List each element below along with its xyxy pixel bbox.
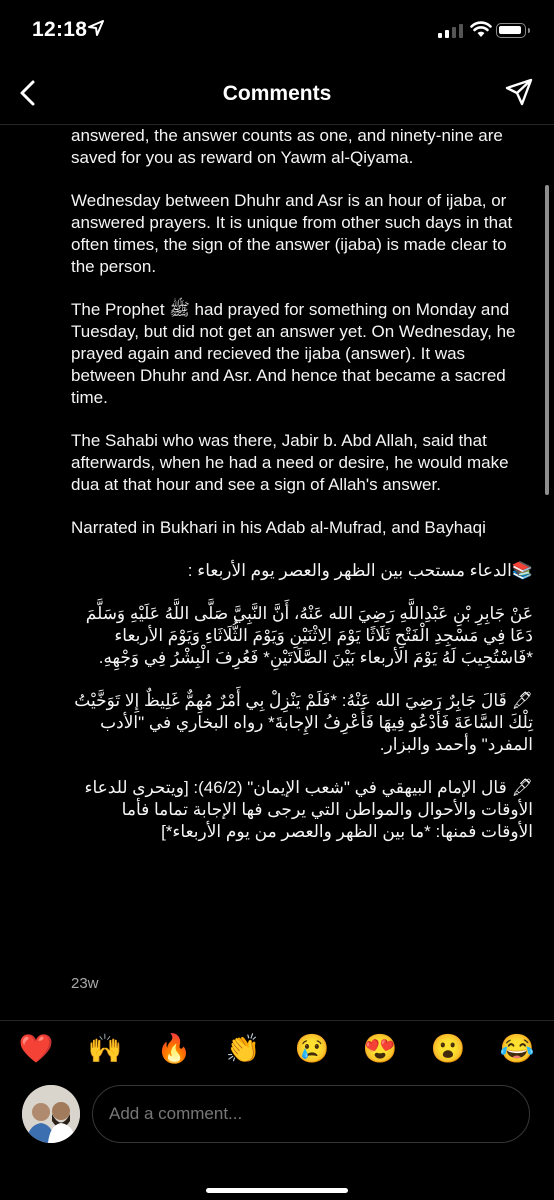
arabic-heading: 📚الدعاء مستحب بين الظهر والعصر يوم الأربعاء : xyxy=(187,561,533,580)
wifi-icon xyxy=(470,21,492,38)
status-bar xyxy=(0,0,554,64)
send-direct-icon[interactable] xyxy=(504,77,534,107)
surprised-face-emoji-icon[interactable]: 😮 xyxy=(430,1033,466,1064)
fire-emoji-icon[interactable]: 🔥 xyxy=(156,1033,192,1064)
laughing-tears-emoji-icon[interactable]: 😂 xyxy=(499,1033,535,1064)
comment-paragraph: Wednesday between Dhuhr and Asr is an hour of ijaba, or answered prayers. It is unique from other such days in that often times, the sign of the answer (ijaba) is made clear to the person. xyxy=(71,191,513,276)
heart-eyes-emoji-icon[interactable]: 😍 xyxy=(362,1033,398,1064)
comment-paragraph: answered, the answer counts as one, and ninety-nine are saved for you as reward on Yawm al-Qiyama. xyxy=(71,126,503,167)
cellular-signal-icon xyxy=(438,24,463,38)
scrollbar[interactable] xyxy=(545,185,549,495)
comment-input[interactable] xyxy=(92,1085,530,1143)
header-bar xyxy=(0,64,554,125)
page-title: Comments xyxy=(222,82,332,105)
user-avatar[interactable] xyxy=(22,1085,80,1143)
comment-body xyxy=(71,125,533,864)
emoji-reaction-bar xyxy=(0,1020,554,1069)
arabic-quote: 🖋 قال الإمام البيهقي في "شعب الإيمان" (46/2): [ويتحرى للدعاء الأوقات والأحوال والمواطن التي يرجى فها الإجابة تماما فأما الأوقات فمنها: *ما بين الظهر والعصر من يوم الأربعاء*] xyxy=(84,778,533,841)
comment-paragraph: The Sahabi who was there, Jabir b. Abd Allah, said that afterwards, when he had a need or desire, he would make dua at that hour and see a sign of Allah's answer. xyxy=(71,431,509,494)
clapping-hands-emoji-icon[interactable]: 👏 xyxy=(225,1033,261,1064)
battery-icon xyxy=(496,23,526,38)
comment-timestamp[interactable]: 23w xyxy=(71,975,99,992)
comment-paragraph: The Prophet ﷺ had prayed for something on Monday and Tuesday, but did not get an answer yet. On Wednesday, he prayed again and recieved the ijaba (answer). It was between Dhuhr and Asr. And hence that became a sacred time. xyxy=(71,300,516,407)
comment-thread xyxy=(0,125,554,1010)
comment-paragraph: Narrated in Bukhari in his Adab al-Mufrad, and Bayhaqi xyxy=(71,518,486,537)
home-indicator[interactable] xyxy=(206,1188,348,1193)
crying-face-emoji-icon[interactable]: 😢 xyxy=(294,1033,330,1064)
red-heart-emoji-icon[interactable]: ❤️ xyxy=(18,1033,54,1064)
raising-hands-emoji-icon[interactable]: 🙌 xyxy=(87,1033,123,1064)
comment-composer xyxy=(0,1080,554,1150)
arabic-narration: 🖋 قَالَ جَابِرٌ رَضِيَ الله عَنْهُ: *فَلَمْ يَنْزِلْ بِي أَمْرٌ مُهِمٌّ غَلِيظٌ إِلا تَوَخَّيْتُ تِلْكَ السَّاعَةَ فَأَدْعُو فِيهَا فَأَعْرِفُ الإِجابةَ* رواه البخاري في "الأدب المفرد" وأحمد والبزار. xyxy=(74,691,533,754)
avatar-photo-icon xyxy=(22,1085,80,1143)
arabic-hadith: عَنْ جَابِرِ بْنِ عَبْدِاللَّهِ رَضِيَ الله عَنْهُ، أَنَّ النَّبِيَّ صَلَّى اللَّهُ عَلَيْهِ وَسَلَّمَ دَعَا فِي مَسْجِدِ الْفَتْحِ ثَلَاثًا يَوْمَ الِاثْنَيْنِ وَيَوْمَ الثُّلَاثَاءِ وَيَوْمَ الأربعاء *فَاسْتُجِيبَ لَهُ يَوْمَ الأربعاء بَيْنَ الصَّلَاتَيْنِ* فَعُرِفَ الْبِشْرُ فِي وَجْهِهِ. xyxy=(85,604,533,667)
status-time: 12:18 xyxy=(32,18,88,41)
location-arrow-icon xyxy=(88,20,104,36)
